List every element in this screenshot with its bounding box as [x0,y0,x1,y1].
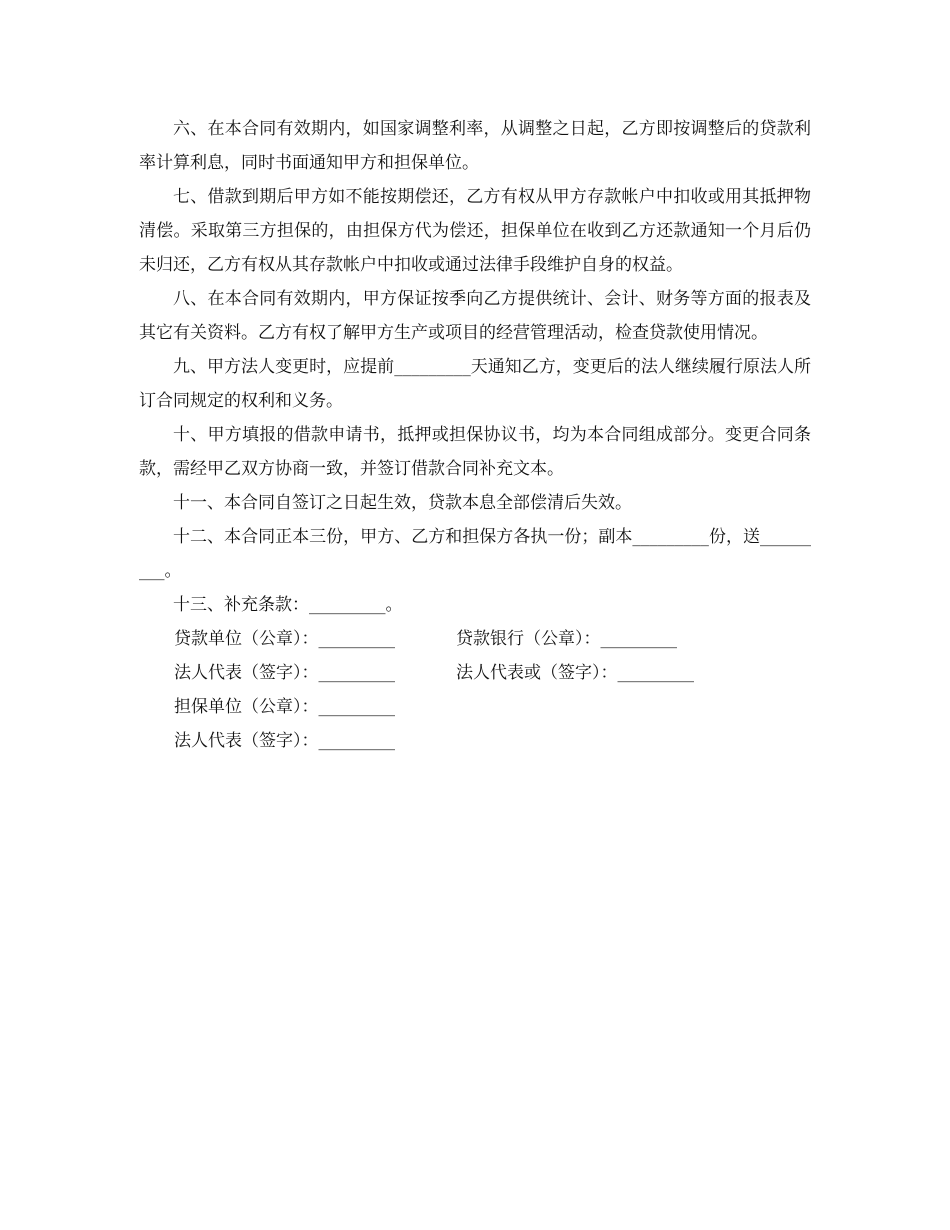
signature-block [139,622,811,758]
signature-row-3 [139,690,811,724]
clause-nine: 九、甲方法人变更时，应提前_________天通知乙方，变更后的法人继续履行原法人所订合同规定的权利和义务。 [139,357,811,411]
clause-six: 六、在本合同有效期内，如国家调整利率，从调整之日起，乙方即按调整后的贷款利率计算利息，同时书面通知甲方和担保单位。 [139,119,811,173]
lending-bank-seal: 贷款银行（公章）：_________ [456,629,677,649]
signature-row-2 [139,656,811,690]
signature-row-4 [139,724,811,758]
clause-twelve: 十二、本合同正本三份，甲方、乙方和担保方各执一份；副本_________份，送_________。 [139,527,811,581]
contract-body [139,112,811,758]
bank-representative-signature: 法人代表或（签字）：_________ [456,663,694,683]
clause-thirteen: 十三、补充条款：_________。 [173,595,403,615]
guarantor-unit-seal: 担保单位（公章）：_________ [174,697,395,717]
clause-eleven: 十一、本合同自签订之日起生效，贷款本息全部偿清后失效。 [173,493,632,513]
borrower-unit-seal: 贷款单位（公章）：_________ [174,629,395,649]
borrower-representative-signature: 法人代表（签字）：_________ [174,663,395,683]
signature-row-1 [139,622,811,656]
guarantor-representative-signature: 法人代表（签字）：_________ [174,731,395,751]
clause-eight: 八、在本合同有效期内，甲方保证按季向乙方提供统计、会计、财务等方面的报表及其它有关资料。乙方有权了解甲方生产或项目的经营管理活动，检查贷款使用情况。 [139,289,811,343]
clause-seven: 七、借款到期后甲方如不能按期偿还，乙方有权从甲方存款帐户中扣收或用其抵押物清偿。采取第三方担保的，由担保方代为偿还，担保单位在收到乙方还款通知一个月后仍未归还，乙方有权从其存款帐户中扣收或通过法律手段维护自身的权益。 [139,187,811,275]
clause-ten: 十、甲方填报的借款申请书，抵押或担保协议书，均为本合同组成部分。变更合同条款，需经甲乙双方协商一致，并签订借款合同补充文本。 [139,425,811,479]
